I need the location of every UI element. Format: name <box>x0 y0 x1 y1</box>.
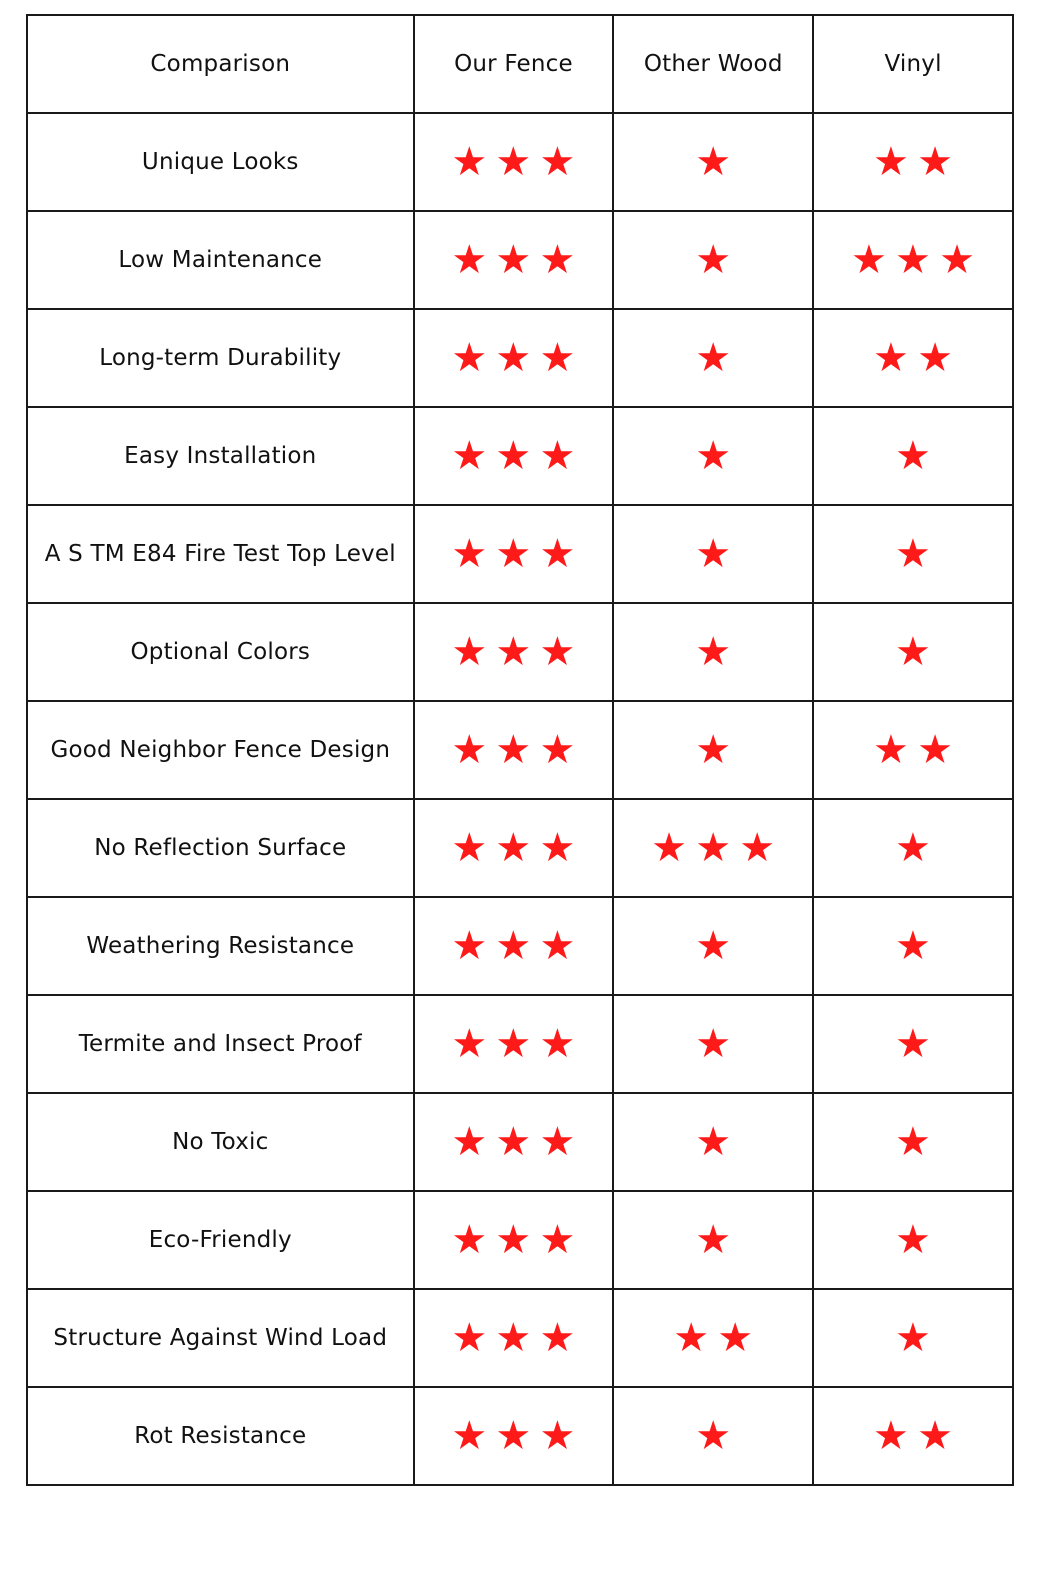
star-icon: ★ <box>917 727 954 773</box>
star-rating <box>695 1217 732 1263</box>
star-rating <box>695 1021 732 1067</box>
star-rating <box>895 629 932 675</box>
header-other-wood: Other Wood <box>613 15 813 113</box>
rating-other-wood <box>613 701 813 799</box>
star-icon: ★ <box>939 237 976 283</box>
table-row <box>27 113 1013 211</box>
star-icon: ★ <box>495 237 532 283</box>
star-rating <box>451 1413 576 1459</box>
table-row <box>27 1387 1013 1485</box>
rating-vinyl <box>813 113 1013 211</box>
row-label: Eco-Friendly <box>27 1191 414 1289</box>
rating-our-fence <box>414 603 614 701</box>
star-icon: ★ <box>451 335 488 381</box>
star-icon: ★ <box>695 1021 732 1067</box>
rating-other-wood <box>613 1289 813 1387</box>
row-label: Termite and Insect Proof <box>27 995 414 1093</box>
row-label: Easy Installation <box>27 407 414 505</box>
star-icon: ★ <box>495 1021 532 1067</box>
rating-vinyl <box>813 505 1013 603</box>
star-icon: ★ <box>451 825 488 871</box>
table-row <box>27 505 1013 603</box>
star-icon: ★ <box>873 139 910 185</box>
rating-vinyl <box>813 1191 1013 1289</box>
star-icon: ★ <box>673 1315 710 1361</box>
header-comparison: Comparison <box>27 15 414 113</box>
star-icon: ★ <box>895 433 932 479</box>
rating-our-fence <box>414 799 614 897</box>
row-label: Weathering Resistance <box>27 897 414 995</box>
star-rating <box>850 237 976 283</box>
star-rating <box>895 1315 932 1361</box>
row-label: Optional Colors <box>27 603 414 701</box>
header-our-fence: Our Fence <box>414 15 614 113</box>
star-icon: ★ <box>895 825 932 871</box>
rating-our-fence <box>414 407 614 505</box>
star-icon: ★ <box>895 531 932 577</box>
star-icon: ★ <box>695 1413 732 1459</box>
star-icon: ★ <box>495 1217 532 1263</box>
star-rating <box>873 1413 954 1459</box>
header-vinyl: Vinyl <box>813 15 1013 113</box>
star-icon: ★ <box>695 237 732 283</box>
star-rating <box>695 335 732 381</box>
row-label: Structure Against Wind Load <box>27 1289 414 1387</box>
rating-our-fence <box>414 1191 614 1289</box>
star-icon: ★ <box>651 825 688 871</box>
star-icon: ★ <box>695 433 732 479</box>
star-icon: ★ <box>895 923 932 969</box>
star-icon: ★ <box>873 335 910 381</box>
star-rating <box>451 531 576 577</box>
star-icon: ★ <box>539 531 576 577</box>
star-rating <box>451 1315 576 1361</box>
star-icon: ★ <box>451 1021 488 1067</box>
rating-vinyl <box>813 603 1013 701</box>
rating-our-fence <box>414 701 614 799</box>
star-icon: ★ <box>495 923 532 969</box>
row-label: A S TM E84 Fire Test Top Level <box>27 505 414 603</box>
star-rating <box>895 1217 932 1263</box>
rating-vinyl <box>813 995 1013 1093</box>
star-icon: ★ <box>539 433 576 479</box>
star-icon: ★ <box>539 1217 576 1263</box>
star-rating <box>695 139 732 185</box>
star-rating <box>873 335 954 381</box>
rating-vinyl <box>813 309 1013 407</box>
star-icon: ★ <box>917 335 954 381</box>
star-icon: ★ <box>850 237 888 283</box>
row-label: Rot Resistance <box>27 1387 414 1485</box>
star-icon: ★ <box>451 139 488 185</box>
rating-our-fence <box>414 1289 614 1387</box>
rating-our-fence <box>414 1093 614 1191</box>
table-row <box>27 603 1013 701</box>
star-rating <box>695 629 732 675</box>
star-icon: ★ <box>451 1119 488 1165</box>
rating-our-fence <box>414 995 614 1093</box>
star-icon: ★ <box>717 1315 754 1361</box>
star-icon: ★ <box>539 923 576 969</box>
table-row <box>27 1289 1013 1387</box>
star-icon: ★ <box>695 1119 732 1165</box>
star-icon: ★ <box>539 1315 576 1361</box>
star-icon: ★ <box>695 139 732 185</box>
star-icon: ★ <box>895 629 932 675</box>
table-row <box>27 897 1013 995</box>
star-icon: ★ <box>917 139 954 185</box>
star-icon: ★ <box>895 1217 932 1263</box>
star-rating <box>451 237 576 283</box>
star-icon: ★ <box>495 139 532 185</box>
star-icon: ★ <box>539 335 576 381</box>
star-icon: ★ <box>451 727 488 773</box>
star-rating <box>895 1021 932 1067</box>
star-rating <box>451 139 576 185</box>
table-row <box>27 1093 1013 1191</box>
table-row <box>27 995 1013 1093</box>
star-icon: ★ <box>451 1217 488 1263</box>
rating-other-wood <box>613 1387 813 1485</box>
table-row <box>27 309 1013 407</box>
star-icon: ★ <box>451 923 488 969</box>
star-icon: ★ <box>539 1413 576 1459</box>
rating-vinyl <box>813 897 1013 995</box>
rating-vinyl <box>813 1093 1013 1191</box>
rating-vinyl <box>813 701 1013 799</box>
star-rating <box>451 727 576 773</box>
rating-other-wood <box>613 603 813 701</box>
star-rating <box>673 1315 754 1361</box>
star-icon: ★ <box>495 1315 532 1361</box>
star-icon: ★ <box>495 433 532 479</box>
star-icon: ★ <box>495 825 532 871</box>
rating-other-wood <box>613 505 813 603</box>
table-row <box>27 1191 1013 1289</box>
table-row <box>27 407 1013 505</box>
star-icon: ★ <box>539 629 576 675</box>
star-icon: ★ <box>495 531 532 577</box>
table-body <box>27 113 1013 1485</box>
star-rating <box>451 335 576 381</box>
star-icon: ★ <box>895 1315 932 1361</box>
table-row <box>27 211 1013 309</box>
rating-our-fence <box>414 1387 614 1485</box>
star-icon: ★ <box>451 629 488 675</box>
star-icon: ★ <box>695 629 732 675</box>
star-rating <box>873 727 954 773</box>
rating-vinyl <box>813 1289 1013 1387</box>
rating-other-wood <box>613 995 813 1093</box>
star-rating <box>895 531 932 577</box>
rating-other-wood <box>613 211 813 309</box>
star-icon: ★ <box>539 1021 576 1067</box>
star-rating <box>451 433 576 479</box>
rating-our-fence <box>414 309 614 407</box>
rating-other-wood <box>613 407 813 505</box>
star-icon: ★ <box>451 531 488 577</box>
star-icon: ★ <box>451 237 488 283</box>
rating-vinyl <box>813 211 1013 309</box>
rating-other-wood <box>613 799 813 897</box>
row-label: Low Maintenance <box>27 211 414 309</box>
star-icon: ★ <box>695 335 732 381</box>
star-icon: ★ <box>495 335 532 381</box>
star-icon: ★ <box>495 1119 532 1165</box>
star-icon: ★ <box>895 237 932 283</box>
star-icon: ★ <box>895 1021 932 1067</box>
star-rating <box>451 1021 576 1067</box>
star-icon: ★ <box>539 139 576 185</box>
comparison-table <box>26 14 1014 1486</box>
rating-our-fence <box>414 113 614 211</box>
star-rating <box>895 433 932 479</box>
star-rating <box>695 531 732 577</box>
star-rating <box>451 1217 576 1263</box>
star-icon: ★ <box>495 727 532 773</box>
rating-our-fence <box>414 505 614 603</box>
row-label: Unique Looks <box>27 113 414 211</box>
star-rating <box>895 825 932 871</box>
rating-vinyl <box>813 1387 1013 1485</box>
star-icon: ★ <box>495 1413 532 1459</box>
row-label: No Toxic <box>27 1093 414 1191</box>
table-row <box>27 701 1013 799</box>
table-row <box>27 799 1013 897</box>
star-rating <box>651 825 776 871</box>
star-icon: ★ <box>695 727 732 773</box>
star-icon: ★ <box>873 1413 910 1459</box>
star-rating <box>695 727 732 773</box>
rating-other-wood <box>613 309 813 407</box>
star-rating <box>895 923 932 969</box>
rating-other-wood <box>613 113 813 211</box>
star-icon: ★ <box>539 727 576 773</box>
rating-other-wood <box>613 897 813 995</box>
star-icon: ★ <box>695 1217 732 1263</box>
star-icon: ★ <box>539 825 576 871</box>
star-rating <box>451 923 576 969</box>
star-icon: ★ <box>873 727 910 773</box>
star-rating <box>451 825 576 871</box>
star-icon: ★ <box>917 1413 954 1459</box>
star-icon: ★ <box>451 1315 488 1361</box>
rating-other-wood <box>613 1191 813 1289</box>
star-icon: ★ <box>495 629 532 675</box>
star-icon: ★ <box>451 433 488 479</box>
star-rating <box>695 1119 732 1165</box>
rating-our-fence <box>414 897 614 995</box>
row-label: Good Neighbor Fence Design <box>27 701 414 799</box>
star-rating <box>873 139 954 185</box>
rating-vinyl <box>813 407 1013 505</box>
rating-our-fence <box>414 211 614 309</box>
star-rating <box>695 237 732 283</box>
star-rating <box>451 629 576 675</box>
header-row <box>27 15 1013 113</box>
row-label: Long-term Durability <box>27 309 414 407</box>
star-icon: ★ <box>695 825 732 871</box>
star-rating <box>695 1413 732 1459</box>
star-icon: ★ <box>539 1119 576 1165</box>
row-label: No Reflection Surface <box>27 799 414 897</box>
star-rating <box>895 1119 932 1165</box>
star-rating <box>695 923 732 969</box>
star-rating <box>451 1119 576 1165</box>
star-icon: ★ <box>539 237 576 283</box>
rating-vinyl <box>813 799 1013 897</box>
star-icon: ★ <box>451 1413 488 1459</box>
star-icon: ★ <box>739 825 776 871</box>
star-icon: ★ <box>695 531 732 577</box>
star-icon: ★ <box>895 1119 932 1165</box>
star-icon: ★ <box>695 923 732 969</box>
star-rating <box>695 433 732 479</box>
rating-other-wood <box>613 1093 813 1191</box>
